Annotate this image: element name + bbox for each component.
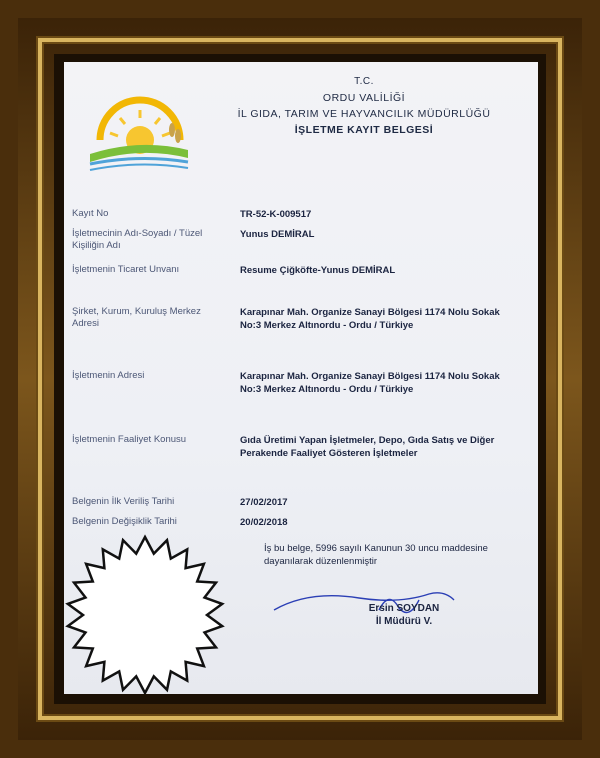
field-value: 20/02/2018 [240, 517, 288, 528]
ministry-logo [80, 78, 198, 188]
seal-cutout [64, 532, 228, 694]
header-mudurluk: İL GIDA, TARIM VE HAYVANCILIK MÜDÜRLÜĞÜ [237, 108, 491, 120]
field-label: İşletmecinin Adı-Soyadı / Tüzel Kişiliğin Adı [72, 228, 203, 251]
document-header [214, 74, 514, 138]
field-label: İşletmenin Faaliyet Konusu [72, 434, 187, 445]
signer-block [304, 602, 504, 628]
field-label: İşletmenin Adresi [72, 370, 145, 381]
field-value: Karapınar Mah. Organize Sanayi Bölgesi 1174 Nolu Sokak No:3 Merkez Altınordu - Ordu / Türkiye [240, 307, 500, 331]
document-title: İŞLETME KAYIT BELGESİ [294, 124, 434, 136]
signer-title: İl Müdürü V. [375, 616, 433, 627]
legal-note: İş bu belge, 5996 sayılı Kanunun 30 uncu maddesine dayanılarak düzenlenmiştir [264, 543, 488, 567]
field-label: Belgenin İlk Veriliş Tarihi [72, 496, 175, 507]
field-label: İşletmenin Ticaret Unvanı [72, 264, 180, 275]
field-value: Karapınar Mah. Organize Sanayi Bölgesi 1174 Nolu Sokak No:3 Merkez Altınordu - Ordu / Türkiye [240, 371, 500, 395]
header-valilik: ORDU VALİLİĞİ [322, 92, 406, 104]
field-value: Gıda Üretimi Yapan İşletmeler, Depo, Gıda Satış ve Diğer Perakende Faaliyet Gösteren İşletmeler [240, 435, 495, 459]
header-tc: T.C. [354, 76, 374, 87]
field-value: Resume Çiğköfte-Yunus DEMİRAL [240, 265, 396, 276]
certificate-document [64, 62, 538, 694]
field-value: Yunus DEMİRAL [240, 229, 315, 240]
field-label: Belgenin Değişiklik Tarihi [72, 516, 177, 527]
field-value: TR-52-K-009517 [240, 209, 312, 220]
field-value: 27/02/2017 [240, 497, 288, 508]
signer-name: Ersin SOYDAN [368, 603, 440, 614]
field-label: Kayıt No [72, 208, 109, 219]
field-label: Şirket, Kurum, Kuruluş Merkez Adresi [72, 306, 201, 329]
